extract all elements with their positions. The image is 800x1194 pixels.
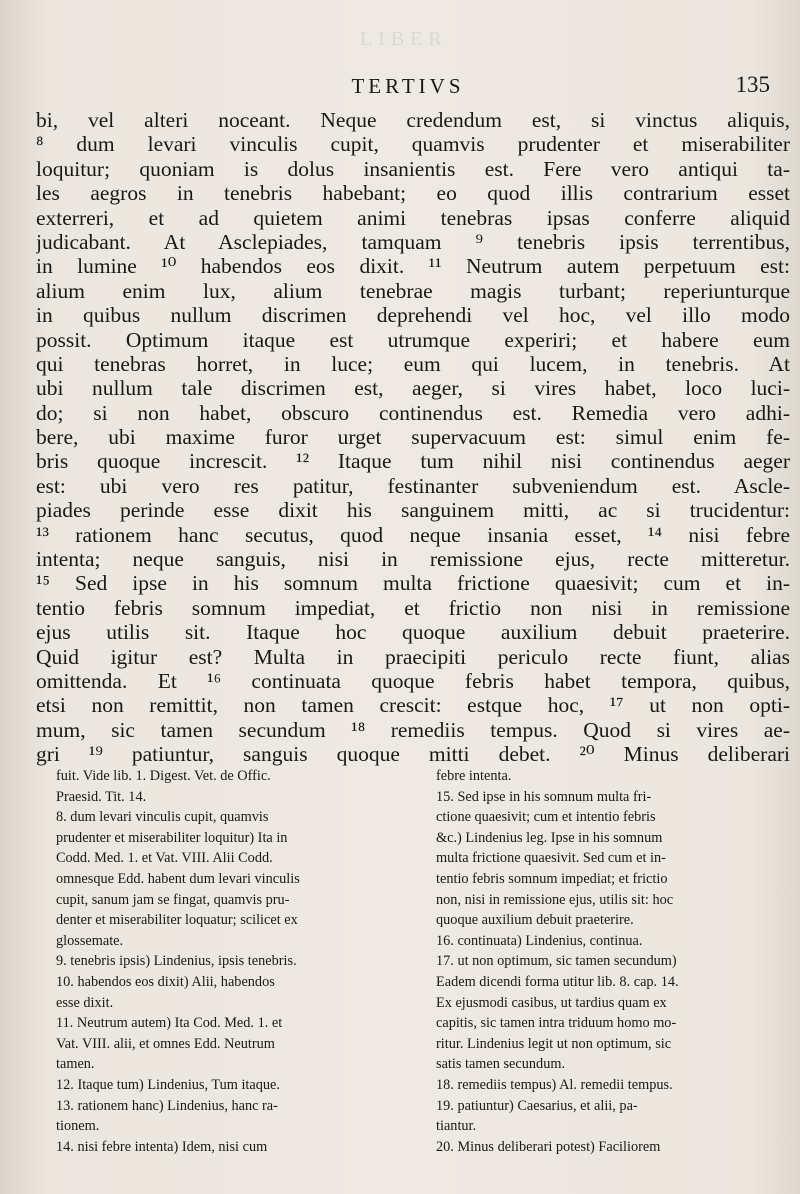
- footnote-line: 16. continuata) Lindenius, continua.: [436, 932, 643, 949]
- running-head: TERTIVS: [351, 74, 465, 98]
- text-line: ¹³ rationem hanc secutus, quod neque insania esset, ¹⁴ nisi febre: [36, 522, 790, 547]
- text-line: qui tenebras horret, in luce; eum qui lucem, in tenebris. At: [36, 351, 790, 376]
- text-line: exterreri, et ad quietem animi tenebras ipsas conferre aliquid: [36, 205, 790, 230]
- footnote-line: 19. patiuntur) Caesarius, et alii, pa-: [436, 1097, 638, 1114]
- text-line: tentio febris somnum impediat, et frictio non nisi in remissione: [36, 595, 790, 620]
- text-line: mum, sic tamen secundum ¹⁸ remediis tempus. Quod si vires ae-: [36, 717, 790, 742]
- footnote-line: Ex ejusmodi casibus, ut tardius quam ex: [436, 994, 667, 1011]
- text-line: Quid igitur est? Multa in praecipiti periculo recte fiunt, alias: [36, 644, 790, 669]
- text-line: in quibus nullum discrimen deprehendi vel hoc, vel illo modo: [36, 303, 790, 328]
- footnote-line: 8. dum levari vinculis cupit, quamvis: [56, 809, 269, 826]
- text-line: alium enim lux, alium tenebrae magis turbant; reperiunturque: [36, 278, 790, 303]
- text-line: in lumine ¹⁰ habendos eos dixit. ¹¹ Neutrum autem perpetuum est:: [36, 254, 790, 279]
- text-line: les aegros in tenebris habebant; eo quod illis contrarium esset: [36, 181, 790, 206]
- main-text-block: [36, 108, 790, 767]
- footnote-line: ritur. Lindenius legit ut non optimum, sic: [436, 1035, 672, 1052]
- footnote-line: 9. tenebris ipsis) Lindenius, ipsis tenebris.: [56, 953, 297, 970]
- text-line: ubi nullum tale discrimen est, aeger, si vires habet, loco luci-: [36, 376, 790, 401]
- text-line: etsi non remittit, non tamen crescit: estque hoc, ¹⁷ ut non opti-: [36, 693, 790, 718]
- bleed-through-text: LIBER: [360, 28, 448, 50]
- footnote-line: 15. Sed ipse in his somnum multa fri-: [436, 788, 652, 805]
- footnote-line: tamen.: [56, 1056, 95, 1073]
- footnote-line: capitis, sic tamen intra triduum homo mo-: [436, 1015, 677, 1032]
- footnote-line: ctione quaesivit; cum et intentio febris: [436, 809, 656, 826]
- footnote-line: quoque auxilium debuit praeterire.: [436, 912, 634, 929]
- text-line: est: ubi vero res patitur, festinanter subveniendum est. Ascle-: [36, 473, 790, 498]
- footnote-line: non, nisi in remissione ejus, utilis sit: hoc: [436, 891, 674, 908]
- footnote-line: tentio febris somnum impediat; et frictio: [436, 870, 668, 887]
- footnote-line: 14. nisi febre intenta) Idem, nisi cum: [56, 1138, 268, 1155]
- footnote-line: Eadem dicendi forma utitur lib. 8. cap. 14.: [436, 973, 679, 990]
- footnote-line: multa frictione quaesivit. Sed cum et in-: [436, 850, 666, 867]
- footnote-line: &c.) Lindenius leg. Ipse in his somnum: [436, 829, 663, 846]
- page-number: 135: [735, 72, 770, 97]
- footnote-line: 13. rationem hanc) Lindenius, hanc ra-: [56, 1097, 278, 1114]
- footnote-line: 20. Minus deliberari potest) Faciliorem: [436, 1138, 661, 1155]
- text-line: gri ¹⁹ patiuntur, sanguis quoque mitti debet. ²⁰ Minus deliberari: [36, 742, 790, 767]
- text-line: intenta; neque sanguis, nisi in remissione ejus, recte mitteretur.: [36, 547, 790, 572]
- footnote-line: 12. Itaque tum) Lindenius, Tum itaque.: [56, 1076, 280, 1093]
- footnotes-left-column: [56, 766, 414, 1157]
- text-line: piades perinde esse dixit his sanguinem mitti, ac si trucidentur:: [36, 498, 790, 523]
- footnote-line: glossemate.: [56, 932, 124, 949]
- text-line: bere, ubi maxime furor urget supervacuum est: simul enim fe-: [36, 425, 790, 450]
- footnote-line: prudenter et miserabiliter loquitur) Ita in: [56, 829, 288, 846]
- footnote-line: tionem.: [56, 1118, 100, 1135]
- footnote-line: cupit, sanum jam se fingat, quamvis pru-: [56, 891, 290, 908]
- text-line: loquitur; quoniam is dolus insanientis est. Fere vero antiqui ta-: [36, 156, 790, 181]
- footnote-line: 10. habendos eos dixit) Alii, habendos: [56, 973, 275, 990]
- text-line: ejus utilis sit. Itaque hoc quoque auxilium debuit praeterire.: [36, 620, 790, 645]
- text-line: omittenda. Et ¹⁶ continuata quoque febris habet tempora, quibus,: [36, 668, 790, 693]
- text-line: judicabant. At Asclepiades, tamquam ⁹ tenebris ipsis terrentibus,: [36, 229, 790, 254]
- footnote-line: satis tamen secundum.: [436, 1056, 566, 1073]
- text-line: ⁸ dum levari vinculis cupit, quamvis prudenter et miserabiliter: [36, 132, 790, 157]
- footnotes: [56, 766, 796, 1157]
- footnote-line: 18. remediis tempus) Al. remedii tempus.: [436, 1076, 673, 1093]
- text-line: possit. Optimum itaque est utrumque experiri; et habere eum: [36, 327, 790, 352]
- text-line: bi, vel alteri noceant. Neque credendum est, si vinctus aliquis,: [36, 108, 790, 132]
- footnote-line: 11. Neutrum autem) Ita Cod. Med. 1. et: [56, 1015, 283, 1032]
- footnotes-right-column: [436, 766, 794, 1157]
- footnote-line: Codd. Med. 1. et Vat. VIII. Alii Codd.: [56, 850, 273, 867]
- footnote-line: tiantur.: [436, 1118, 477, 1135]
- text-line: do; si non habet, obscuro continendus est. Remedia vero adhi-: [36, 400, 790, 425]
- page-header: [36, 74, 780, 104]
- footnote-line: Vat. VIII. alii, et omnes Edd. Neutrum: [56, 1035, 275, 1052]
- footnote-line: Praesid. Tit. 14.: [56, 788, 147, 805]
- footnote-line: omnesque Edd. habent dum levari vinculis: [56, 870, 300, 887]
- text-line: ¹⁵ Sed ipse in his somnum multa frictione quaesivit; cum et in-: [36, 571, 790, 596]
- footnote-line: fuit. Vide lib. 1. Digest. Vet. de Offic.: [56, 768, 271, 784]
- footnote-line: 17. ut non optimum, sic tamen secundum): [436, 953, 677, 970]
- footnote-line: febre intenta.: [436, 768, 512, 784]
- text-line: bris quoque increscit. ¹² Itaque tum nihil nisi continendus aeger: [36, 449, 790, 474]
- footnote-line: denter et miserabiliter loquatur; scilicet ex: [56, 912, 298, 929]
- footnote-line: esse dixit.: [56, 994, 114, 1011]
